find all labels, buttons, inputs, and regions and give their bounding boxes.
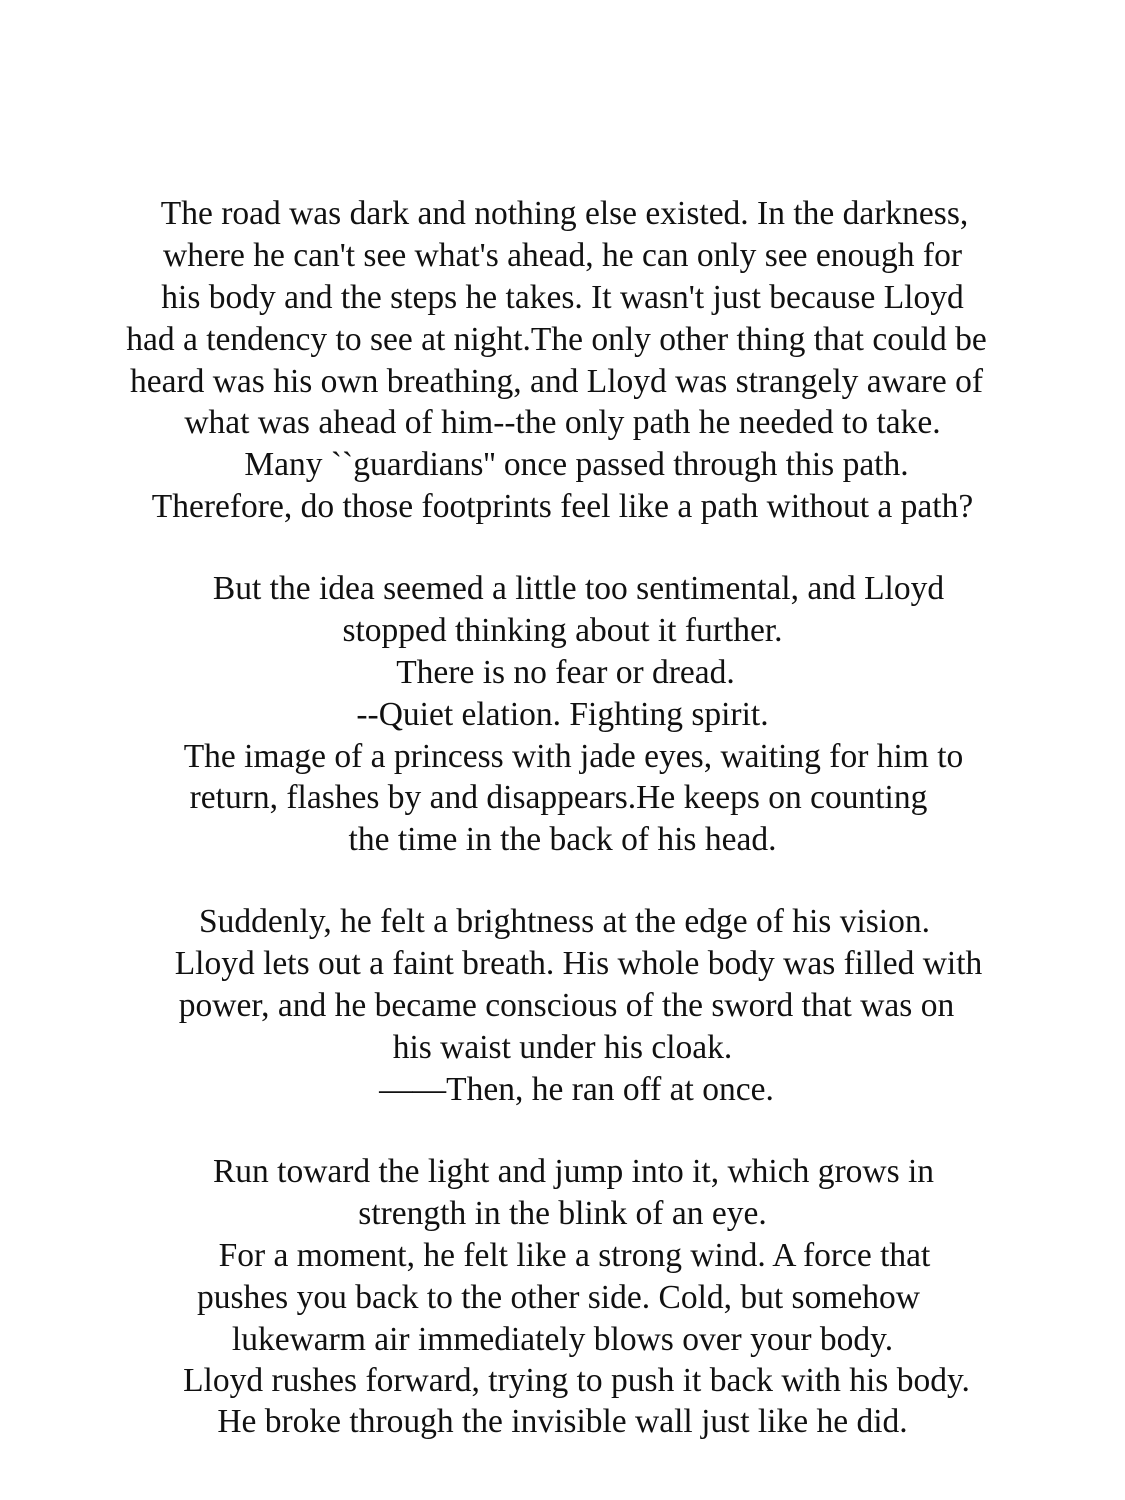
text-line: strength in the blink of an eye. [358,1195,767,1232]
text-line: where he can't see what's ahead, he can only see enough for [163,237,962,274]
text-line: There is no fear or dread. [396,654,735,691]
text-line: But the idea seemed a little too sentimental, and Lloyd [212,570,945,607]
text-line: ——Then, he ran off at once. [379,1071,774,1108]
text-line: pushes you back to the other side. Cold, but somehow [197,1279,920,1316]
text-line: --Quiet elation. Fighting spirit. [356,696,769,733]
text-line: stopped thinking about it further. [342,612,783,649]
text-line: had a tendency to see at night.The only other thing that could be [126,321,987,358]
text-line: what was ahead of him--the only path he needed to take. [184,404,941,441]
text-line: lukewarm air immediately blows over your body. [231,1321,894,1358]
text-line: Lloyd rushes forward, trying to push it back with his body. [183,1362,970,1399]
text-line: Lloyd lets out a faint breath. His whole body was filled with [174,945,983,982]
text-line: heard was his own breathing, and Lloyd was strangely aware of [129,363,984,400]
text-line: For a moment, he felt like a strong wind. A force that [218,1237,931,1274]
text-line: Run toward the light and jump into it, which grows in [212,1153,935,1190]
text-line: The image of a princess with jade eyes, waiting for him to [183,738,964,775]
text-line: Suddenly, he felt a brightness at the edge of his vision. [199,903,930,940]
text-line: The road was dark and nothing else existed. In the darkness, [160,195,969,232]
text-line: power, and he became conscious of the sword that was on [178,987,955,1024]
text-line: Therefore, do those footprints feel like a path without a path? [151,488,974,525]
text-line: the time in the back of his head. [348,821,777,858]
text-line: his body and the steps he takes. It wasn't just because Lloyd [161,279,964,316]
text-line: his waist under his cloak. [392,1029,733,1066]
text-line: Many ``guardians'' once passed through this path. [244,446,909,483]
text-line: He broke through the invisible wall just like he did. [217,1403,908,1440]
text-line: return, flashes by and disappears.He keeps on counting [189,779,928,816]
